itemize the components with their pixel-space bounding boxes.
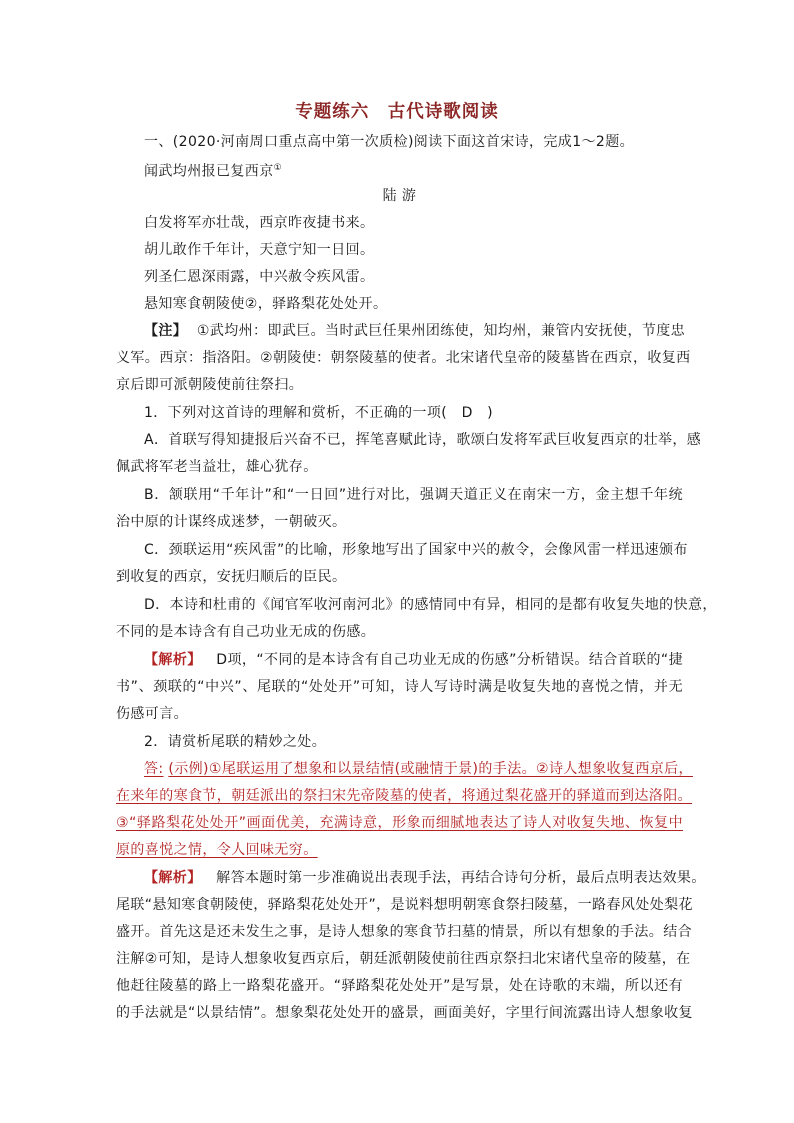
poem-line-4: 悬知寒食朝陵使②，驿路梨花处处开。 (144, 296, 388, 312)
option-c-line-2: 到收复的西京，安抚归顺后的臣民。 (116, 569, 347, 585)
notes-tag: 【注】 (144, 323, 188, 339)
option-b-line-2: 治中原的计谋终成迷梦，一朝破灭。 (116, 514, 347, 530)
analysis-tag-2: 【解析】 (144, 870, 202, 886)
notes-text-1: ①武均州：即武巨。当时武巨任果州团练使，知均州，兼管内安抚使，节度忠 (196, 323, 686, 339)
poem-line-1: 白发将军亦壮哉，西京昨夜捷书来。 (144, 215, 375, 231)
notes-line-3: 京后即可派朝陵使前往祭扫。 (116, 377, 304, 393)
option-c-line-1: C．颈联运用“疾风雷”的比喻，形象地写出了国家中兴的赦令，会像风雷一样迅速颁布 (144, 542, 688, 558)
page-title: 专题练六 古代诗歌阅读 (295, 102, 499, 122)
q2-answer-line-4: 原的喜悦之情，令人回味无穷。 (116, 842, 318, 858)
poem-note-mark: ① (273, 163, 283, 173)
q2-analysis-line-3: 盛开。首先这是还未发生之事，是诗人想象的寒食节扫墓的情景，所以有想象的手法。结合 (116, 924, 692, 940)
answer-tag: 答: (144, 761, 164, 777)
q2-analysis-line-4: 注解②可知，是诗人想象收复西京后，朝廷派朝陵使前往西京祭扫北宋诸代皇帝的陵墓，在 (116, 951, 691, 967)
q2-answer-text-1: (示例)①尾联运用了想象和以景结情(或融情于景)的手法。②诗人想象收复西京后， (168, 761, 693, 777)
q1-analysis-line-1 (144, 650, 683, 670)
q2-answer-line-3: ③“驿路梨花处处开”画面优美，充满诗意，形象而细腻地表达了诗人对收复失地、恢复中 (116, 815, 683, 831)
q2-answer-line-1 (144, 759, 693, 779)
poem-author: 陆 游 (382, 188, 417, 204)
option-a-line-2: 佩武将军老当益壮，雄心犹存。 (116, 459, 318, 475)
q2-analysis-line-6: 的手法就是“以景结情”。想象梨花处处开的盛景，画面美好，字里行间流露出诗人想象收复 (116, 1005, 693, 1021)
option-d-line-1: D．本诗和杜甫的《闻官军收河南河北》的感情同中有异，相同的是都有收复失地的快意， (144, 597, 717, 613)
option-b-line-1: B．颔联用“千年计”和“一日回”进行对比，强调天道正义在南宋一方，金主想千年统 (144, 487, 683, 503)
option-d-line-2: 不同的是本诗含有自己功业无成的伤感。 (116, 624, 376, 640)
q1-analysis-line-2: 书”、颈联的“中兴”、尾联的“处处开”可知，诗人写诗时满是收复失地的喜悦之情，并无 (116, 679, 683, 695)
analysis-tag: 【解析】 (144, 652, 202, 668)
poem-title-text: 闻武均州报已复西京 (144, 163, 274, 180)
poem-line-3: 列圣仁恩深雨露，中兴赦令疾风雷。 (144, 269, 375, 285)
q2-analysis-text-1: 解答本题时第一步准确说出表现手法，再结合诗句分析，最后点明表达效果。 (216, 870, 706, 886)
q2-analysis-line-2: 尾联“悬知寒食朝陵使，驿路梨花处处开”，是说料想明朝寒食祭扫陵墓，一路春风处处梨花 (116, 897, 693, 913)
poem-title (144, 158, 683, 182)
section-intro: 一、(2020·河南周口重点高中第一次质检)阅读下面这首宋诗，完成1～2题。 (144, 134, 635, 150)
q1-analysis-line-3: 伤感可言。 (116, 706, 188, 722)
q2-analysis-line-5: 他赶往陵墓的路上一路梨花盛开。“驿路梨花处处开”是写景，处在诗歌的末端，所以还有 (116, 978, 683, 994)
q2-analysis-line-1 (144, 868, 706, 888)
question-1-stem: 1．下列对这首诗的理解和赏析，不正确的一项( D ) (144, 405, 494, 421)
poem-line-2: 胡儿敢作千年计，天意宁知一日回。 (144, 242, 375, 258)
option-a-line-1: A．首联写得知捷报后兴奋不已，挥笔喜赋此诗，歌颂白发将军武巨收复西京的壮举，感 (144, 432, 702, 448)
notes-line-1 (144, 321, 686, 341)
q1-analysis-text-1: D项，“不同的是本诗含有自己功业无成的伤感”分析错误。结合首联的“捷 (216, 652, 683, 668)
question-2-stem: 2．请赏析尾联的精妙之处。 (144, 734, 327, 750)
q2-answer-line-2: 在来年的寒食节，朝廷派出的祭扫宋先帝陵墓的使者，将通过梨花盛开的驿道而到达洛阳。 (116, 788, 692, 804)
notes-line-2: 义军。西京：指洛阳。②朝陵使：朝祭陵墓的使者。北宋诸代皇帝的陵墓皆在西京，收复西 (116, 350, 691, 366)
